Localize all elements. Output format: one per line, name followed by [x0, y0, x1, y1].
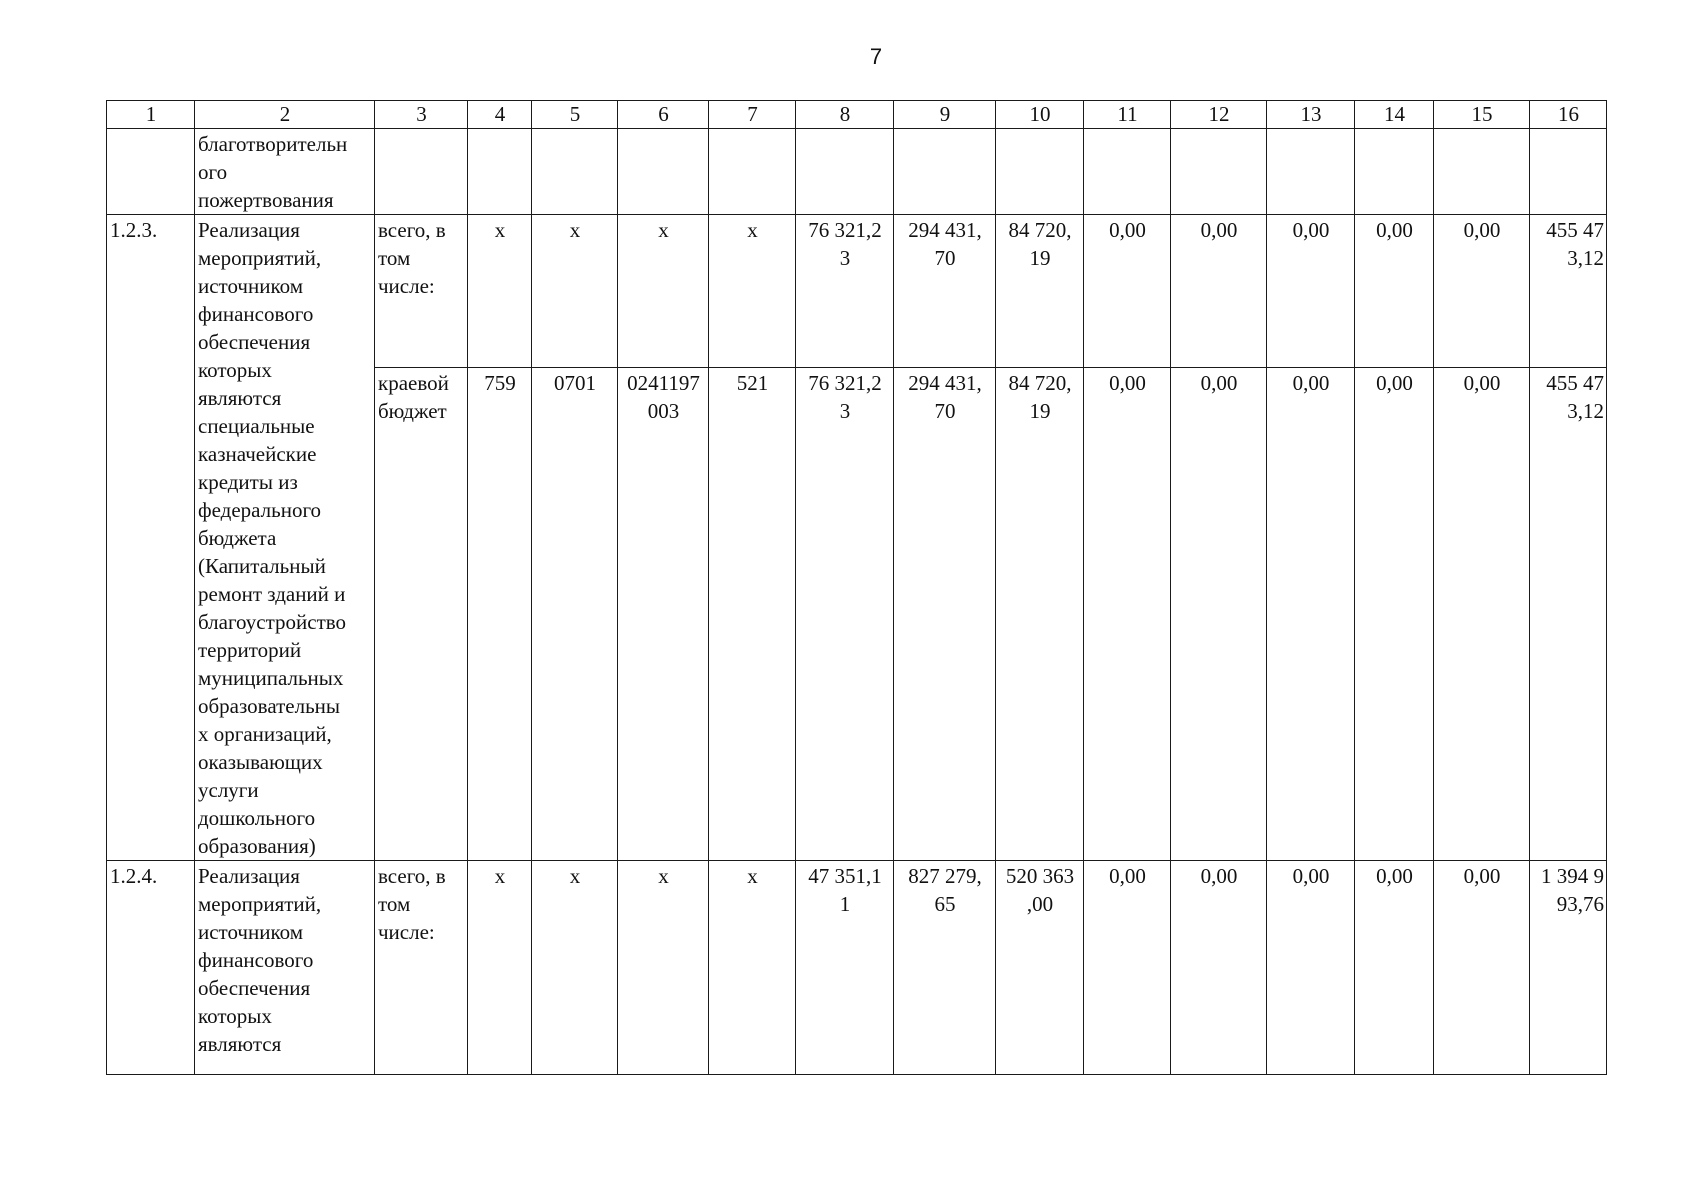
table-cell: х [618, 215, 709, 368]
table-row [107, 215, 1607, 368]
amount-cell: 76 321,2 3 [796, 215, 894, 368]
header-cell: 1 [107, 101, 195, 129]
source-cell: всего, в том числе: [375, 215, 468, 368]
table-cell: х [532, 215, 618, 368]
amount-cell: 47 351,1 1 [796, 861, 894, 1075]
amount-cell: 520 363 ,00 [996, 861, 1084, 1075]
header-cell: 15 [1434, 101, 1530, 129]
table-cell [996, 129, 1084, 215]
row-code-cell: 1.2.3. [107, 215, 195, 861]
amount-cell: 0,00 [1355, 368, 1434, 861]
table-cell [618, 129, 709, 215]
table-cell [468, 129, 532, 215]
table-cell [1434, 129, 1530, 215]
amount-cell: 0,00 [1355, 215, 1434, 368]
amount-cell: 0,00 [1084, 861, 1171, 1075]
amount-total-cell: 455 47 3,12 [1530, 215, 1607, 368]
table-cell [375, 129, 468, 215]
header-row [107, 101, 1607, 129]
table-cell [107, 129, 195, 215]
header-cell: 2 [195, 101, 375, 129]
table-cell [709, 129, 796, 215]
amount-cell: 0,00 [1434, 368, 1530, 861]
table-cell [894, 129, 996, 215]
amount-cell: 0,00 [1267, 215, 1355, 368]
amount-cell: 294 431, 70 [894, 215, 996, 368]
header-cell: 9 [894, 101, 996, 129]
source-cell: краевой бюджет [375, 368, 468, 861]
table-cell: 0241197 003 [618, 368, 709, 861]
amount-cell: 0,00 [1434, 861, 1530, 1075]
budget-table [106, 100, 1607, 1075]
table-cell [1171, 129, 1267, 215]
amount-cell: 0,00 [1267, 861, 1355, 1075]
header-cell: 12 [1171, 101, 1267, 129]
table-cell [1267, 129, 1355, 215]
table-row [107, 861, 1607, 1075]
amount-cell: 0,00 [1171, 861, 1267, 1075]
table-cell [1355, 129, 1434, 215]
amount-cell: 84 720, 19 [996, 215, 1084, 368]
description-cell: Реализация мероприятий, источником финансового обеспечения которых являются [195, 861, 375, 1075]
header-cell: 10 [996, 101, 1084, 129]
amount-cell: 0,00 [1171, 215, 1267, 368]
amount-cell: 76 321,2 3 [796, 368, 894, 861]
table-cell: х [618, 861, 709, 1075]
header-cell: 7 [709, 101, 796, 129]
header-cell: 6 [618, 101, 709, 129]
table-cell: 521 [709, 368, 796, 861]
amount-total-cell: 455 47 3,12 [1530, 368, 1607, 861]
description-cell: Реализация мероприятий, источником финансового обеспечения которых являются специальные казначейские кредиты из федерального бюджета (Капитальный ремонт зданий и благоустройство территорий муниципальных образовательны х организаций, оказывающих услуги дошкольного образования) [195, 215, 375, 861]
table-cell [1084, 129, 1171, 215]
header-cell: 14 [1355, 101, 1434, 129]
header-cell: 4 [468, 101, 532, 129]
source-cell: всего, в том числе: [375, 861, 468, 1075]
table-cell: х [532, 861, 618, 1075]
table-cell: х [709, 861, 796, 1075]
table-cell: 0701 [532, 368, 618, 861]
amount-cell: 294 431, 70 [894, 368, 996, 861]
header-cell: 16 [1530, 101, 1607, 129]
table-cell: 759 [468, 368, 532, 861]
amount-cell: 0,00 [1084, 368, 1171, 861]
amount-cell: 84 720, 19 [996, 368, 1084, 861]
table-cell: х [709, 215, 796, 368]
amount-cell: 0,00 [1355, 861, 1434, 1075]
table-cell [1530, 129, 1607, 215]
header-cell: 5 [532, 101, 618, 129]
header-cell: 11 [1084, 101, 1171, 129]
table-cell [796, 129, 894, 215]
table-cell [532, 129, 618, 215]
table-cell: х [468, 215, 532, 368]
table-cell: х [468, 861, 532, 1075]
amount-cell: 0,00 [1434, 215, 1530, 368]
amount-cell: 0,00 [1267, 368, 1355, 861]
amount-cell: 0,00 [1084, 215, 1171, 368]
row-code-cell: 1.2.4. [107, 861, 195, 1075]
amount-total-cell: 1 394 9 93,76 [1530, 861, 1607, 1075]
header-cell: 3 [375, 101, 468, 129]
header-cell: 8 [796, 101, 894, 129]
amount-cell: 827 279, 65 [894, 861, 996, 1075]
page-number: 7 [869, 44, 883, 69]
description-cell: благотворительн ого пожертвования [195, 129, 375, 215]
header-cell: 13 [1267, 101, 1355, 129]
amount-cell: 0,00 [1171, 368, 1267, 861]
continuation-row [107, 129, 1607, 215]
